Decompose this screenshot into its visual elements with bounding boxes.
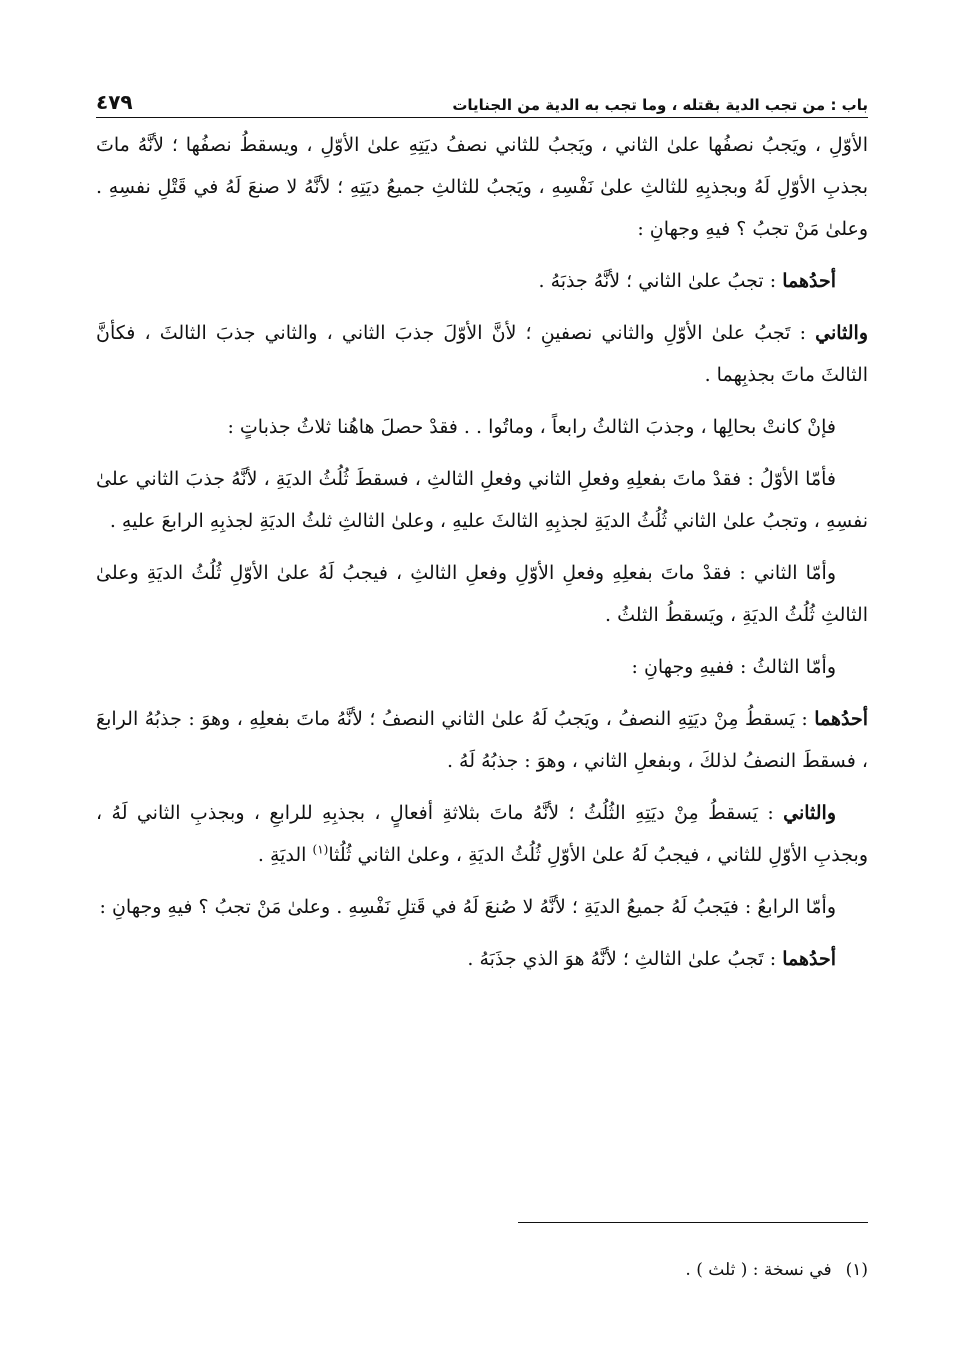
paragraph-text: وأمّا الثالثُ : ففيهِ وجهانِ :	[631, 656, 836, 678]
paragraph	[96, 124, 868, 250]
paragraph-text: : تجبُ علىٰ الثاني ؛ لأنَّهُ جذبَهُ .	[538, 270, 783, 292]
header-rule	[96, 117, 868, 118]
paragraph	[96, 886, 868, 928]
paragraph	[96, 792, 868, 876]
footnote-text: في نسخة : ( ثلث ) .	[685, 1260, 832, 1280]
paragraph	[96, 406, 868, 448]
footnote-rule	[518, 1222, 868, 1223]
paragraph-text: : تَجبُ علىٰ الثالثِ ؛ لأنَّهُ هوَ الذي جذَبَهُ .	[467, 948, 783, 970]
paragraph-text: فأمّا الأوّلُ : فقدْ ماتَ بفعلِهِ وفعلِ الثاني وفعلِ الثالثِ ، فسقطَ ثُلُثُ الديَةِ ، لأنَّهُ جذبَ الثاني علىٰ نفسِهِ ، وتجبُ علىٰ الثاني ثُلُثُ الديَةِ لجذبِهِ الثالثَ عليهِ ، وعلىٰ الثالثِ ثلثُ الديَةِ لجذبِهِ الرابعَ عليهِ .	[96, 468, 868, 532]
footnote-reference[interactable]: (١)	[312, 842, 329, 857]
footnote	[96, 1255, 868, 1285]
paragraph	[96, 646, 868, 688]
paragraph	[96, 938, 868, 980]
page-number: ٤٧٩	[96, 90, 133, 114]
paragraph	[96, 552, 868, 636]
paragraph-lead: أحدُهما	[782, 270, 836, 292]
paragraph-lead: والثاني	[783, 802, 836, 824]
paragraph-text: : تَجبُ علىٰ الأوّلِ والثاني نصفينِ ؛ لأنَّ الأوّلَ جذبَ الثاني ، والثاني جذبَ الثالثَ ، فكأنَّ الثالثَ ماتَ بجذبِهما .	[96, 322, 868, 386]
paragraph-text: فإنْ كانتْ بحالِها ، وجذبَ الثالثُ رابعاً ، وماتُوا . . فقدْ حصلَ هاهُنا ثلاثُ جذباتٍ :	[227, 416, 836, 438]
page-header	[96, 80, 868, 114]
paragraph-lead: والثاني	[815, 322, 868, 344]
paragraph-text-continued: الديَةِ .	[257, 844, 313, 866]
paragraph-text: وأمّا الثاني : فقدْ ماتَ بفعلِهِ وفعلِ الأوّلِ وفعلِ الثالثِ ، فيجبُ لَهُ علىٰ الأوّلِ ثُلُثُ الديَةِ وعلىٰ الثالثِ ثُلُثُ الديَةِ ، ويَسقطُ الثلثُ .	[96, 562, 868, 626]
paragraph-text: : يَسقطُ مِنْ ديَتِهِ النصفُ ، ويَجبُ لَهُ علىٰ الثاني النصفُ ؛ لأنَّهُ ماتَ بفعلِهِ ، وهوَ : جذبُهُ الرابعَ ، فسقطَ النصفُ لذلكَ ، وبفعلِ الثاني ، وهوَ : جذبُهُ لَهُ .	[96, 708, 868, 772]
paragraph	[96, 698, 868, 782]
paragraph-text: وأمّا الرابعُ : فيَجبُ لَهُ جميعُ الديَةِ ؛ لأنَّهُ لا صُنعَ لَهُ في قَتلِ نَفْسِهِ . وعلىٰ مَنْ تجبُ ؟ فيهِ وجهانِ :	[99, 896, 836, 918]
running-title: باب : من تجب الدية بقتله ، وما تجب به الدية من الجنايات	[452, 96, 868, 114]
paragraph	[96, 458, 868, 542]
paragraph	[96, 260, 868, 302]
footnote-marker: (١)	[845, 1260, 868, 1280]
paragraph-text: الأوّلِ ، ويَجبُ نصفُها علىٰ الثاني ، ويَجبُ للثاني نصفُ ديَتِهِ علىٰ الأوّلِ ، ويسقطُ نصفُها ؛ لأنَّهُ ماتَ بجذبِ الأوّلِ لَهُ وبجذبِهِ للثالثِ علىٰ نَفْسِهِ ، ويَجبُ للثالثِ جميعُ ديَتِهِ ؛ لأنَّهُ لا صنعَ لَهُ في قَتْلِ نفسِهِ . وعلىٰ مَنْ تجبُ ؟ فيهِ وجهانِ :	[96, 134, 868, 240]
paragraph	[96, 312, 868, 396]
paragraph-text: : يَسقطُ مِنْ ديَتِهِ الثُلُثُ ؛ لأنَّهُ ماتَ بثلاثةِ أفعالٍ ، بجذبِهِ للرابعِ ، وبجذبِ الثاني لَهُ ، وبجذبِ الأوّلِ للثاني ، فيجبُ لَهُ علىٰ الأوّلِ ثُلُثُ الديَةِ ، وعلىٰ الثاني ثُلُثا	[96, 802, 868, 866]
footnotes	[96, 1255, 868, 1285]
paragraph-lead: أحدُهما	[782, 948, 836, 970]
paragraph-lead: أحدُهما	[814, 708, 868, 730]
main-text	[96, 124, 868, 990]
